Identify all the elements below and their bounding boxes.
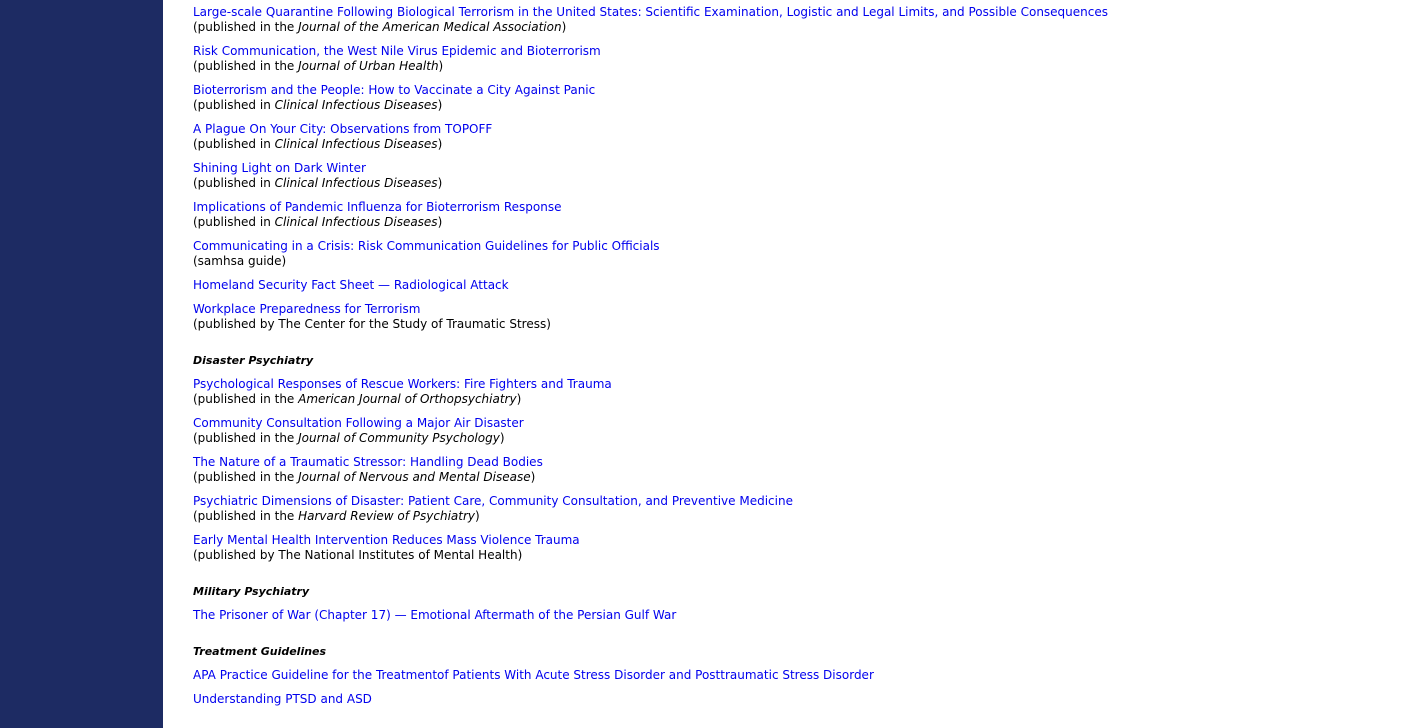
article-link[interactable]: Risk Communication, the West Nile Virus Epidemic and Bioterrorism — [193, 44, 601, 58]
left-sidebar-bar — [0, 0, 163, 728]
publication-note — [193, 392, 1373, 407]
list-item — [193, 44, 1373, 74]
article-link[interactable]: The Prisoner of War (Chapter 17) — Emotional Aftermath of the Persian Gulf War — [193, 608, 677, 622]
list-item — [193, 692, 1373, 707]
publication-note-suffix: ) — [438, 59, 444, 73]
publication-note — [193, 176, 1373, 191]
resource-list — [193, 0, 1373, 716]
group-general — [193, 5, 1373, 332]
publication-note-prefix: (published in — [193, 137, 275, 151]
article-link[interactable]: APA Practice Guideline for the Treatmentof Patients With Acute Stress Disorder and Posttraumatic Stress Disorder — [193, 668, 874, 682]
list-item — [193, 668, 1373, 683]
article-link[interactable]: Understanding PTSD and ASD — [193, 692, 372, 706]
journal-name: Clinical Infectious Diseases — [274, 176, 438, 190]
list-item — [193, 533, 1373, 563]
group-disaster-psychiatry — [193, 377, 1373, 563]
publication-note-suffix: ) — [561, 20, 567, 34]
article-link[interactable]: Psychiatric Dimensions of Disaster: Patient Care, Community Consultation, and Preventive Medicine — [193, 494, 793, 508]
publication-note-prefix: (published in — [193, 215, 275, 229]
publication-note — [193, 215, 1373, 230]
publication-note-prefix: (published in the — [193, 392, 299, 406]
journal-name: Clinical Infectious Diseases — [274, 98, 438, 112]
publication-note — [193, 59, 1373, 74]
publication-note — [193, 20, 1373, 35]
article-link[interactable]: Community Consultation Following a Major Air Disaster — [193, 416, 524, 430]
list-item — [193, 377, 1373, 407]
publication-note-prefix: (published in — [193, 98, 275, 112]
journal-name: American Journal of Orthopsychiatry — [298, 392, 517, 406]
article-link[interactable]: The Nature of a Traumatic Stressor: Handling Dead Bodies — [193, 455, 543, 469]
publication-note — [193, 98, 1373, 113]
publication-note-prefix: (published in the — [193, 59, 299, 73]
publication-note — [193, 254, 1373, 269]
publication-note-prefix: (published in the — [193, 509, 299, 523]
list-item — [193, 455, 1373, 485]
publication-note — [193, 470, 1373, 485]
section-heading-disaster-psychiatry: Disaster Psychiatry — [193, 354, 314, 367]
publication-note-prefix: (published in the — [193, 20, 299, 34]
publication-note-prefix: (published in the — [193, 470, 299, 484]
publication-note — [193, 317, 1373, 332]
section-heading-treatment-guidelines: Treatment Guidelines — [193, 645, 327, 658]
journal-name: Harvard Review of Psychiatry — [298, 509, 476, 523]
section-heading-military-psychiatry: Military Psychiatry — [193, 585, 310, 598]
article-link[interactable]: Early Mental Health Intervention Reduces Mass Violence Trauma — [193, 533, 580, 547]
group-treatment-guidelines — [193, 668, 1373, 707]
journal-name: Clinical Infectious Diseases — [274, 137, 438, 151]
journal-name: Journal of Urban Health — [298, 59, 439, 73]
article-link[interactable]: Bioterrorism and the People: How to Vaccinate a City Against Panic — [193, 83, 596, 97]
publication-note-prefix: (samhsa guide) — [193, 254, 287, 268]
article-link[interactable]: Shining Light on Dark Winter — [193, 161, 366, 175]
publication-note-suffix: ) — [475, 509, 480, 523]
publication-note-suffix: ) — [437, 98, 443, 112]
list-item — [193, 161, 1373, 191]
article-link[interactable]: A Plague On Your City: Observations from TOPOFF — [193, 122, 493, 136]
group-military-psychiatry — [193, 608, 1373, 623]
article-link[interactable]: Communicating in a Crisis: Risk Communication Guidelines for Public Officials — [193, 239, 660, 253]
publication-note-suffix: ) — [437, 137, 443, 151]
journal-name: Journal of Community Psychology — [298, 431, 500, 445]
list-item — [193, 5, 1373, 35]
article-link[interactable]: Workplace Preparedness for Terrorism — [193, 302, 421, 316]
publication-note-prefix: (published in — [193, 176, 275, 190]
article-link[interactable]: Large-scale Quarantine Following Biological Terrorism in the United States: Scientific Examination, Logistic and Legal Limits, and Possible Consequences — [193, 5, 1108, 19]
list-item — [193, 416, 1373, 446]
article-link[interactable]: Homeland Security Fact Sheet — Radiological Attack — [193, 278, 509, 292]
journal-name: Journal of Nervous and Mental Disease — [298, 470, 531, 484]
article-link[interactable]: Implications of Pandemic Influenza for Bioterrorism Response — [193, 200, 562, 214]
publication-note — [193, 431, 1373, 446]
list-item — [193, 494, 1373, 524]
publication-note-prefix: (published by The Center for the Study of Traumatic Stress) — [193, 317, 551, 331]
publication-note — [193, 137, 1373, 152]
journal-name: Journal of the American Medical Association — [298, 20, 562, 34]
publication-note-suffix: ) — [530, 470, 536, 484]
list-item — [193, 302, 1373, 332]
list-item — [193, 608, 1373, 623]
publication-note — [193, 548, 1373, 563]
publication-note-suffix: ) — [499, 431, 505, 445]
publication-note-suffix: ) — [516, 392, 522, 406]
publication-note-prefix: (published by The National Institutes of Mental Health) — [193, 548, 523, 562]
publication-note — [193, 509, 1373, 524]
journal-name: Clinical Infectious Diseases — [274, 215, 438, 229]
article-link[interactable]: Psychological Responses of Rescue Workers: Fire Fighters and Trauma — [193, 377, 612, 391]
list-item — [193, 83, 1373, 113]
publication-note-suffix: ) — [437, 215, 443, 229]
publication-note-prefix: (published in the — [193, 431, 299, 445]
publication-note-suffix: ) — [437, 176, 443, 190]
list-item — [193, 122, 1373, 152]
list-item — [193, 278, 1373, 293]
list-item — [193, 239, 1373, 269]
list-item — [193, 200, 1373, 230]
